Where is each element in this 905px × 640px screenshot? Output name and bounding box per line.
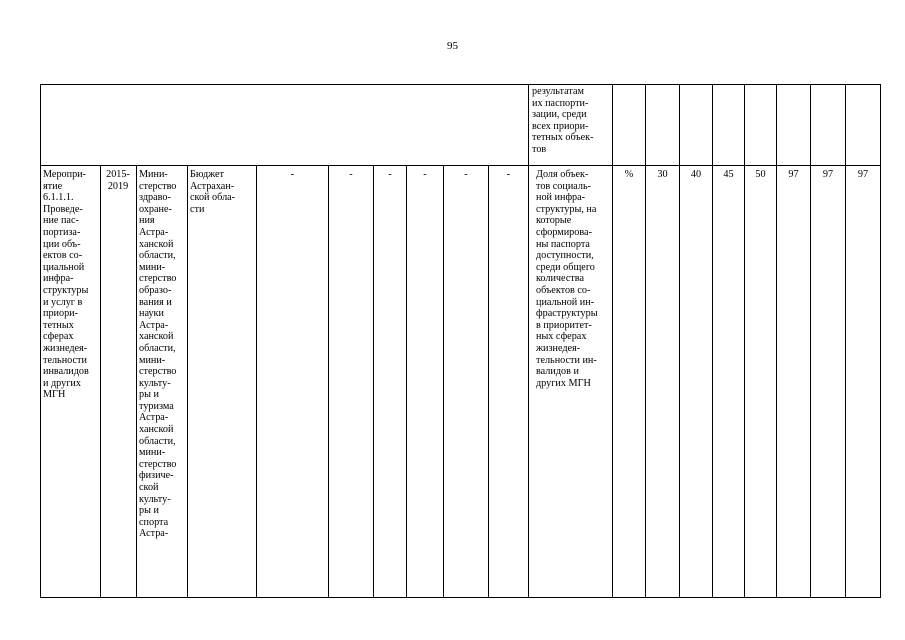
value-cell: 97 [788,169,799,180]
funding-amount-cell: - [464,169,468,180]
col-divider [136,165,137,597]
value-cell: 97 [857,169,869,180]
col-divider [776,85,777,597]
col-divider [256,165,257,597]
col-divider [373,165,374,597]
funding-amount-cell: - [506,169,511,180]
col-divider [712,85,713,597]
value-cell: 30 [657,169,668,180]
col-divider [744,85,745,597]
funding-source-cell: Бюджет Астрахан- ской обла- сти [190,169,236,215]
value-cell: 97 [822,169,834,180]
funding-amount-cell: - [349,169,353,180]
col-divider [187,165,188,597]
col-divider [488,165,489,597]
col-divider [528,85,529,597]
col-divider [612,85,613,597]
data-table [40,84,881,598]
col-divider [810,85,811,597]
funding-amount-cell: - [388,169,392,180]
funding-amount-cell: - [290,169,295,180]
row-divider [41,165,880,166]
indicator-continuation-cell: результатам их паспорти- зации, среди всех приори- тетных объек- тов [532,86,594,155]
period-cell: 2015- 2019 [106,169,130,192]
page-number: 95 [447,40,458,52]
col-divider [679,85,680,597]
measure-cell: Меропри- ятие 6.1.1.1. Проведе- ние пас- портиза- ции объ- ектов со- циальной инфра- структуры и услуг в приори- тетных сферах жизнедея- тельности инвалидов и других МГН [43,169,89,401]
value-cell: 40 [690,169,702,180]
value-cell: 45 [723,169,734,180]
col-divider [645,85,646,597]
col-divider [328,165,329,597]
executor-cell: Мини- стерство здраво- охране- ния Астра- ханской области, мини- стерство образо- вания и науки Астра- ханской области, мини- стерство культу- ры и туризма Астра- ханской области, мини- стерство физиче- ской культу- ры и спорта Астра- [139,169,177,540]
indicator-cell: Доля объек- тов социаль- ной инфра- структуры, на которые сформирова- ны паспорта доступности, среди общего количества объектов со- циальной ин- фраструктуры в приоритет- ных сферах жизнедея- тельности ин- валидов и других МГН [536,169,598,389]
col-divider [845,85,846,597]
funding-amount-cell: - [423,169,427,180]
unit-cell: % [624,169,634,180]
col-divider [406,165,407,597]
col-divider [443,165,444,597]
value-cell: 50 [755,169,766,180]
col-divider [100,165,101,597]
